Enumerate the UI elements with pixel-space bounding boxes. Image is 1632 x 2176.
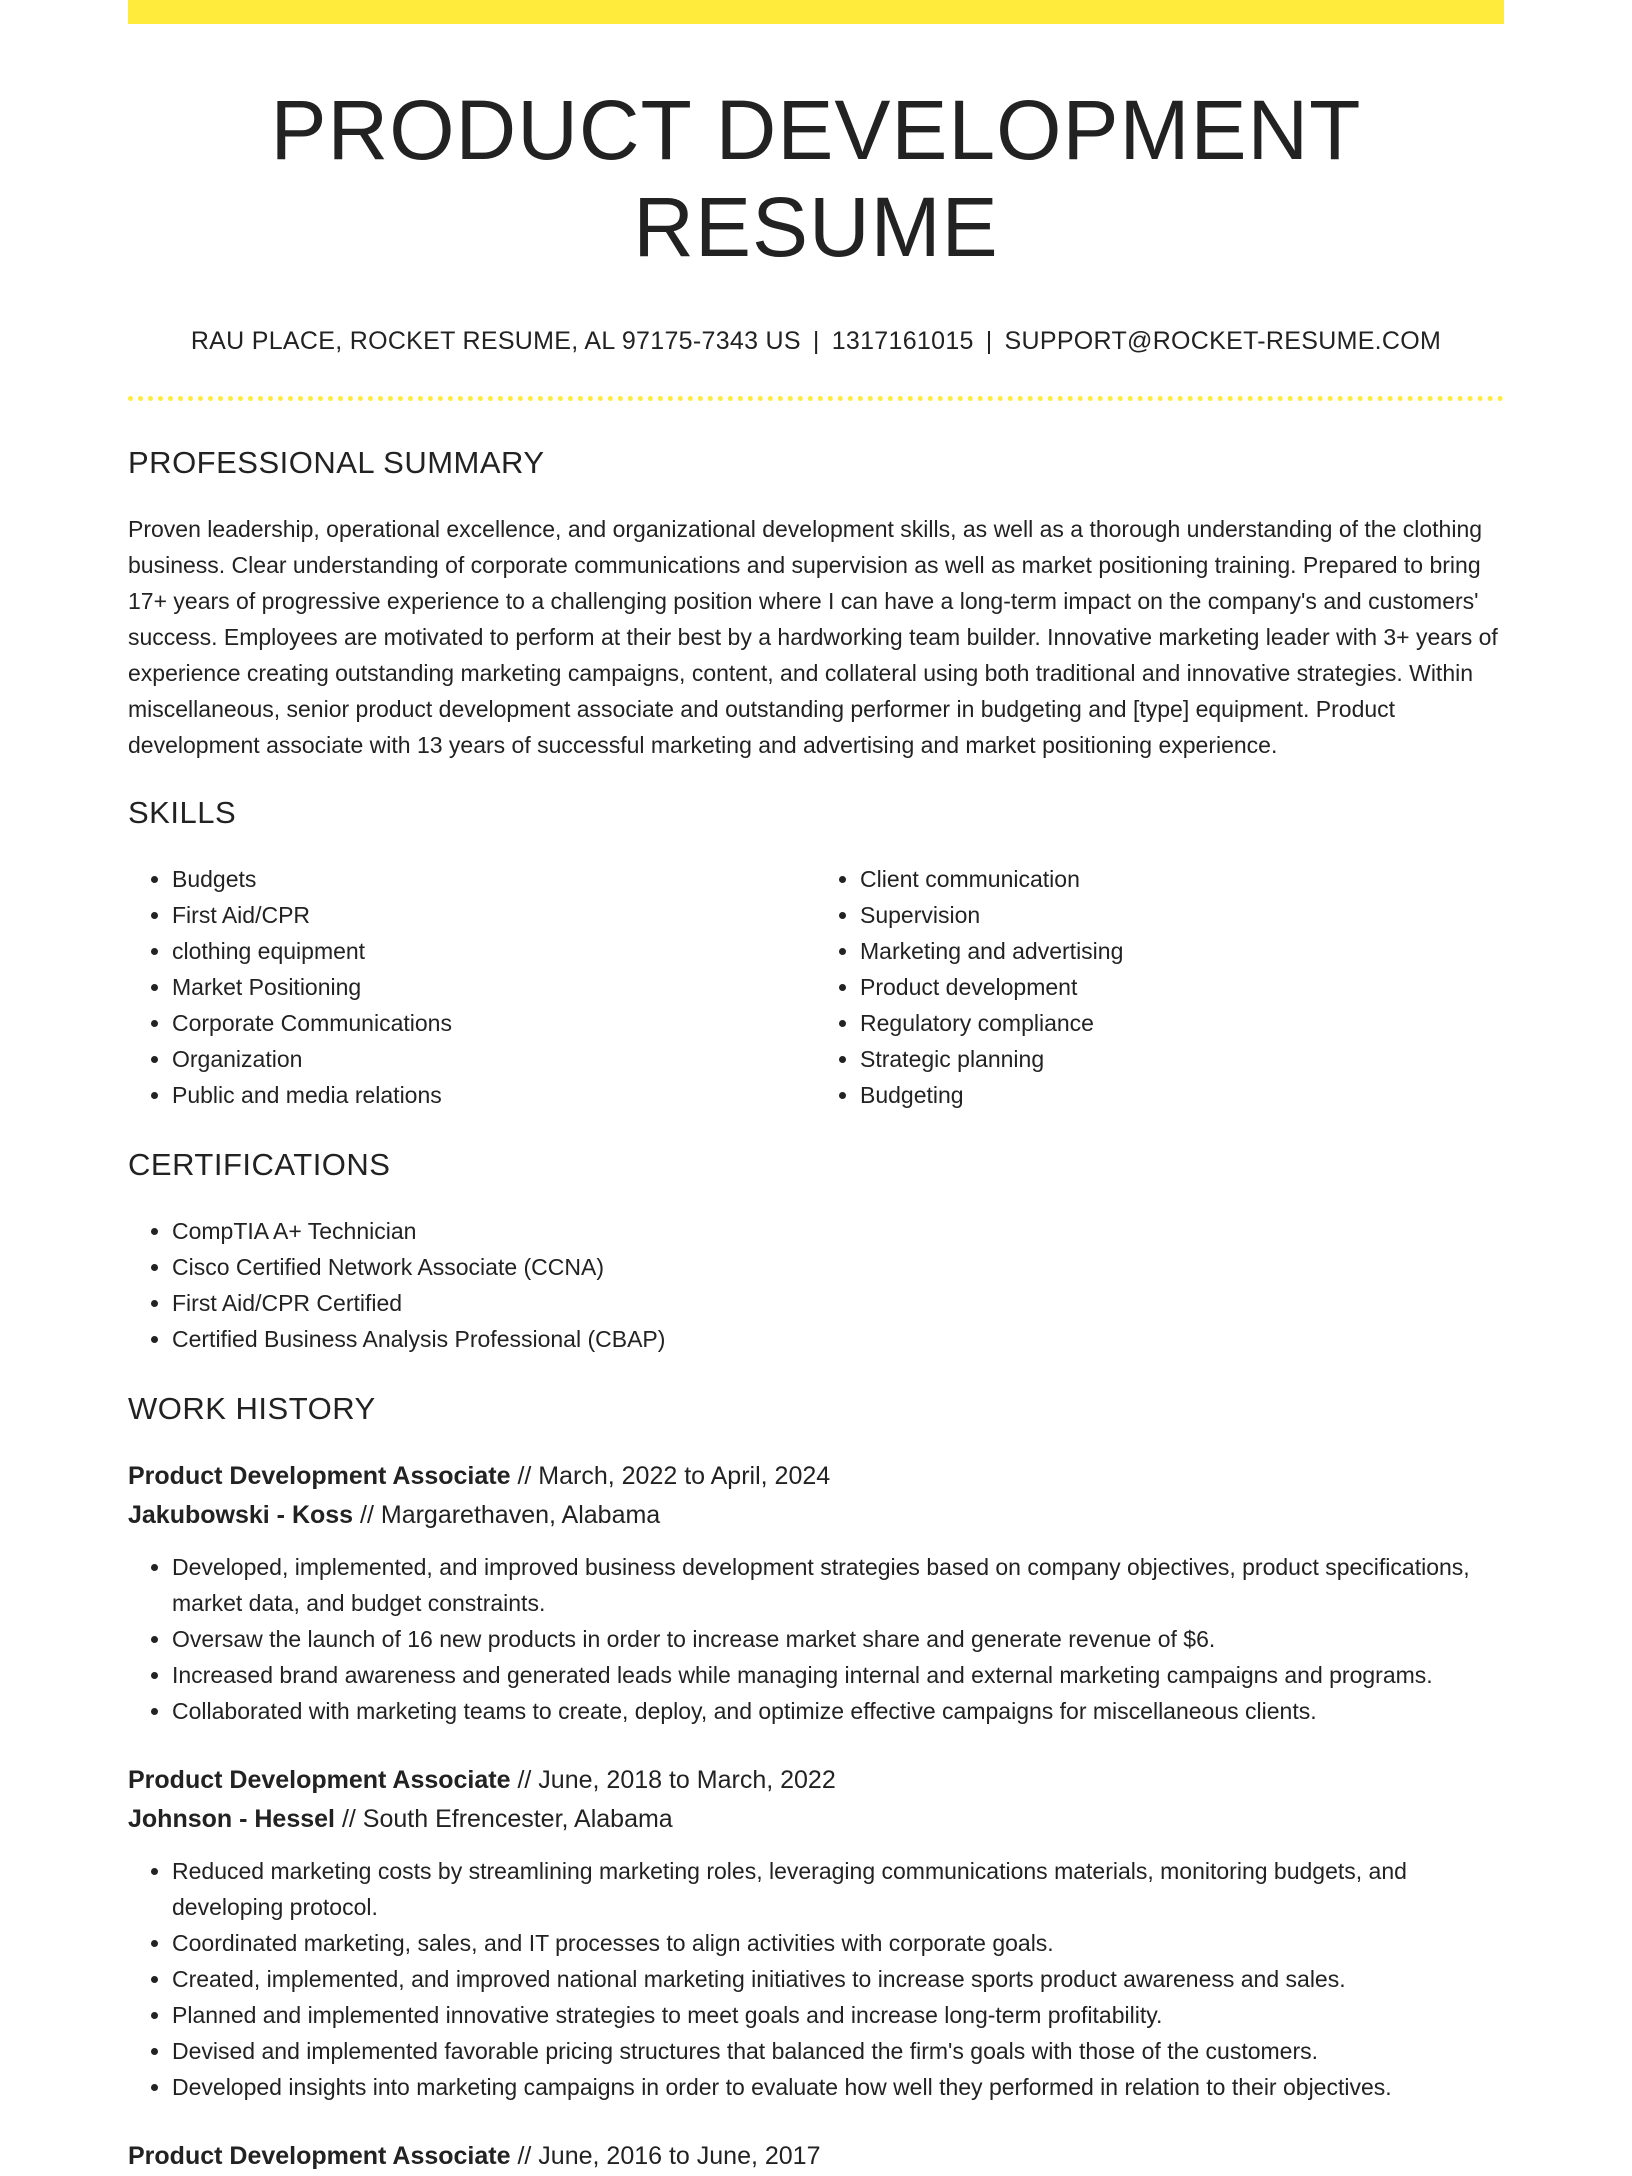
job-bullet: • Created, implemented, and improved national marketing initiatives to increase sports product awareness and sales. [172,1961,1504,1997]
summary-heading: PROFESSIONAL SUMMARY [128,445,545,481]
certification-item: • Cisco Certified Network Associate (CCNA) [172,1249,1504,1285]
job-bullet: • Planned and implemented innovative strategies to meet goals and increase long-term profitability. [172,1997,1504,2033]
skill-item: • Budgets [172,861,816,897]
skill-item: • Organization [172,1041,816,1077]
skill-item: • Regulatory compliance [860,1005,1504,1041]
job-dates: // June, 2016 to June, 2017 [517,2142,821,2171]
certifications-list [128,1213,1504,1357]
job-bullets [128,1853,1504,2105]
skills-heading: SKILLS [128,795,237,831]
skill-item: • Supervision [860,897,1504,933]
job-company-line [128,1496,1504,1535]
dotted-divider [128,396,1504,401]
summary-text: Proven leadership, operational excellence, and organizational development skills, as well as a thorough understanding of the clothing business. Clear understanding of corporate communications and supervision as well as market positioning training. Prepared to bring 17+ years of progressive experience to a challenging position where I can have a long-term impact on the company's and customers' success. Employees are motivated to perform at their best by a hardworking team builder. Innovative marketing leader with 3+ years of experience creating outstanding marketing campaigns, content, and collateral using both traditional and innovative strategies. Within miscellaneous, senior product development associate and outstanding performer in budgeting and [type] equipment. Product development associate with 13 years of successful marketing and advertising and market positioning experience. [128,516,1498,759]
job-bullet: • Devised and implemented favorable pricing structures that balanced the firm's goals with those of the customers. [172,2033,1504,2069]
job-company: Johnson - Hessel [128,1805,335,1834]
job-role-line [128,2137,1504,2176]
job-bullet: • Coordinated marketing, sales, and IT processes to align activities with corporate goals. [172,1925,1504,1961]
job-bullet: • Developed insights into marketing campaigns in order to evaluate how well they performed in relation to their objectives. [172,2069,1504,2105]
job-location: // Margarethaven, Alabama [360,1501,661,1530]
skill-item: • Public and media relations [172,1077,816,1113]
skills-column-right [816,861,1504,1113]
contact-separator: | [985,327,993,356]
job-bullet: • Collaborated with marketing teams to create, deploy, and optimize effective campaigns for miscellaneous clients. [172,1693,1504,1729]
skill-item: • Strategic planning [860,1041,1504,1077]
skill-item: • Corporate Communications [172,1005,816,1041]
job-entry [128,1457,1504,1729]
certifications-heading: CERTIFICATIONS [128,1147,391,1183]
job-bullets [128,1549,1504,1729]
skill-item: • Budgeting [860,1077,1504,1113]
job-bullet: • Oversaw the launch of 16 new products in order to increase market share and generate revenue of $6. [172,1621,1504,1657]
job-location: // South Efrencester, Alabama [341,1805,673,1834]
certification-item: • Certified Business Analysis Professional (CBAP) [172,1321,1504,1357]
contact-separator: | [812,327,820,356]
job-bullet: • Reduced marketing costs by streamlining marketing roles, leveraging communications materials, monitoring budgets, and developing protocol. [172,1853,1504,1925]
skill-item: • clothing equipment [172,933,816,969]
skill-item: • Marketing and advertising [860,933,1504,969]
contact-line [128,327,1504,356]
job-entry [128,2137,1504,2176]
job-company: Jakubowski - Koss [128,1501,354,1530]
resume-title: PRODUCT DEVELOPMENT RESUME [270,83,1362,274]
contact-phone: 1317161015 [831,327,974,356]
job-dates: // June, 2018 to March, 2022 [517,1766,836,1795]
job-entry [128,1761,1504,2105]
skill-item: • Market Positioning [172,969,816,1005]
work-history-heading: WORK HISTORY [128,1391,376,1427]
job-role-line [128,1761,1504,1800]
job-role: Product Development Associate [128,1462,511,1491]
job-role: Product Development Associate [128,2142,511,2171]
accent-top-bar [128,0,1504,24]
skill-item: • Client communication [860,861,1504,897]
job-role-line [128,1457,1504,1496]
job-role: Product Development Associate [128,1766,511,1795]
certification-item: • CompTIA A+ Technician [172,1213,1504,1249]
job-dates: // March, 2022 to April, 2024 [517,1462,831,1491]
contact-address: RAU PLACE, ROCKET RESUME, AL 97175-7343 US [190,327,801,356]
skills-list [128,861,1504,1113]
job-bullet: • Developed, implemented, and improved business development strategies based on company objectives, product specifications, market data, and budget constraints. [172,1549,1504,1621]
skill-item: • First Aid/CPR [172,897,816,933]
job-company-line [128,1800,1504,1839]
skill-item: • Product development [860,969,1504,1005]
skills-column-left [128,861,816,1113]
certification-item: • First Aid/CPR Certified [172,1285,1504,1321]
resume-page [128,0,1504,2176]
job-bullet: • Increased brand awareness and generated leads while managing internal and external marketing campaigns and programs. [172,1657,1504,1693]
contact-email[interactable]: SUPPORT@ROCKET-RESUME.COM [1004,327,1442,356]
